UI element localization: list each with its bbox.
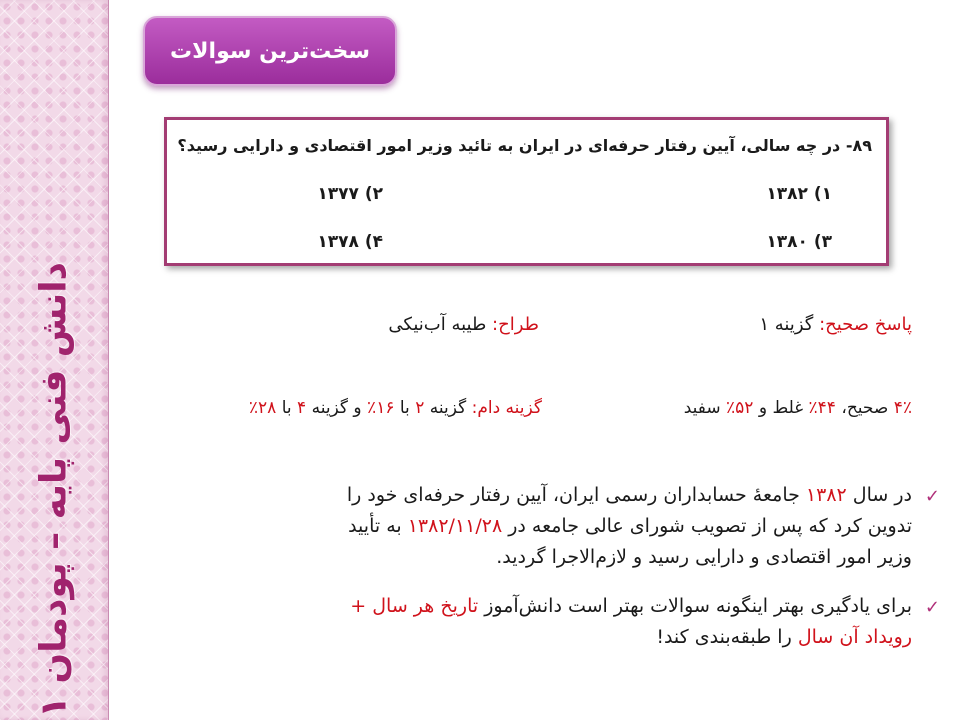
bullet-1-text-b: جامعهٔ حسابداران رسمی ایران، آیین رفتار حرفه‌ای خود را <box>346 484 800 506</box>
bullet-1-date: ۱۳۸۲/۱۱/۲۸ <box>407 515 503 537</box>
explanation-bullet-1 <box>172 480 940 573</box>
checkmark-icon: ✓ <box>924 486 940 507</box>
bullet-2-text-b: را طبقه‌بندی کند! <box>656 626 792 648</box>
option-2: ۲) ۱۳۷۷ <box>317 184 383 204</box>
option-3: ۳) ۱۳۸۰ <box>766 232 832 252</box>
bullet-1-year: ۱۳۸۲ <box>805 484 847 506</box>
bullet-2-line-1 <box>172 591 912 622</box>
correct-answer-line <box>759 314 912 335</box>
option-4: ۴) ۱۳۷۸ <box>317 232 383 252</box>
answer-stats-line <box>684 398 912 418</box>
designer-label: طراح: <box>492 314 539 335</box>
trap-option-line <box>249 398 542 418</box>
designer-name: طیبه آب‌نیکی <box>388 314 487 335</box>
bullet-2-highlight-a: تاریخ هر سال + <box>350 595 479 617</box>
wrong-pct: ۴۴٪ <box>808 398 836 418</box>
bullet-1-text-a: در سال <box>852 484 912 506</box>
side-title: دانش فنی پایه – پودمان ۱ <box>33 261 75 719</box>
trap-pct-a: ۱۶٪ <box>367 398 395 418</box>
trap-and: و گزینه <box>311 398 362 418</box>
trap-pct-b: ۲۸٪ <box>248 398 277 418</box>
option-1: ۱) ۱۳۸۲ <box>766 184 832 204</box>
checkmark-icon: ✓ <box>924 597 940 618</box>
header-title: سخت‌ترین سوالات <box>170 38 370 64</box>
correct-pct: ۴٪ <box>893 398 912 418</box>
designer-line <box>388 314 539 335</box>
question-text: ۸۹- در چه سالی، آیین رفتار حرفه‌ای در ایران به تائید وزیر امور اقتصادی و دارایی رسید؟ <box>177 136 872 155</box>
wrong-label: غلط و <box>758 398 804 418</box>
bullet-1-line-1 <box>172 480 912 511</box>
trap-label: گزینه دام: <box>471 398 542 418</box>
explanation-bullet-2 <box>172 591 940 653</box>
bullet-2-text-a: برای یادگیری بهتر اینگونه سوالات بهتر است دانش‌آموز <box>484 595 912 617</box>
bullet-1-line-3: وزیر امور اقتصادی و دارایی رسید و لازم‌الاجرا گردید. <box>496 546 912 568</box>
bullet-1-text-d: به تأیید <box>348 515 402 537</box>
question-box <box>164 117 889 266</box>
correct-label: صحیح، <box>841 398 889 418</box>
trap-text-1: گزینه <box>429 398 467 418</box>
blank-pct: ۵۲٪ <box>726 398 754 418</box>
correct-answer-label: پاسخ صحیح: <box>819 314 912 335</box>
blank-label: سفید <box>683 398 721 418</box>
correct-answer-value: گزینه ۱ <box>759 314 814 335</box>
bullet-1-text-c: تدوین کرد که پس از تصویب شورای عالی جامعه در <box>508 515 912 537</box>
trap-with-2: با <box>281 398 292 418</box>
bullet-2-line-2 <box>172 622 912 653</box>
trap-with-1: با <box>399 398 410 418</box>
bullet-2-highlight-b: رویداد آن سال <box>797 626 912 648</box>
trap-option-a: ۲ <box>415 398 425 418</box>
header-title-banner <box>143 16 397 86</box>
bullet-1-line-2 <box>172 511 912 542</box>
trap-option-b: ۴ <box>297 398 307 418</box>
